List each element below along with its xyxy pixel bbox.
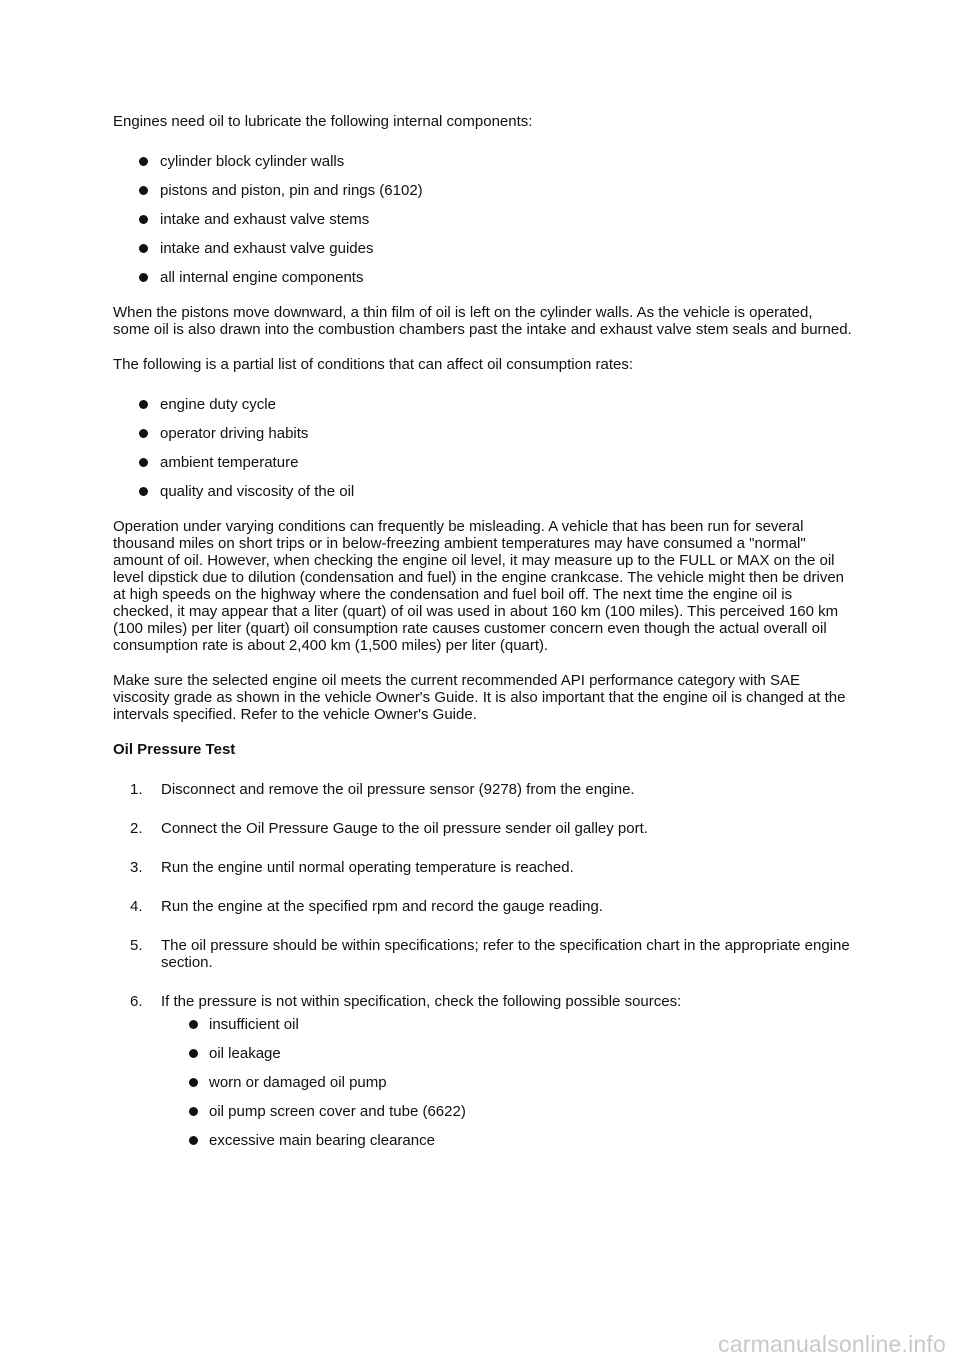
- list-item: excessive main bearing clearance: [188, 1132, 853, 1149]
- bullet-icon: [139, 400, 148, 409]
- section-heading: Oil Pressure Test: [113, 741, 236, 758]
- document-page: [113, 113, 853, 1171]
- bullet-icon: [189, 1078, 198, 1087]
- step-number: 6.: [130, 993, 143, 1010]
- step-text: If the pressure is not within specification, check the following possible sources:: [161, 993, 682, 1010]
- components-list: [113, 153, 853, 286]
- bullet-icon: [139, 273, 148, 282]
- list-item: intake and exhaust valve guides: [136, 240, 853, 257]
- step-item: [113, 820, 853, 837]
- step-number: 5.: [130, 937, 143, 954]
- bullet-icon: [139, 244, 148, 253]
- bullet-icon: [139, 157, 148, 166]
- watermark: carmanualsonline.info: [718, 1331, 946, 1357]
- step-text: Run the engine until normal operating temperature is reached.: [161, 859, 574, 876]
- list-item: ambient temperature: [136, 454, 853, 471]
- bullet-icon: [189, 1049, 198, 1058]
- operation-paragraph: Operation under varying conditions can frequently be misleading. A vehicle that has been run for several thousand miles on short trips or in below-freezing ambient temperatures may have consumed a "normal" amount of oil. However, when checking the engine oil level, it may measure up to the FULL or MAX on the oil level dipstick due to dilution (condensation and fuel) in the engine crankcase. The vehicle might then be driven at high speeds on the highway where the condensation and fuel boil off. The next time the engine oil is checked, it may appear that a liter (quart) of oil was used in about 160 km (100 miles). This perceived 160 km (100 miles) per liter (quart) oil consumption rate causes customer concern even though the actual overall oil consumption rate is about 2,400 km (1,500 miles) per liter (quart).: [113, 518, 845, 654]
- step-text: Disconnect and remove the oil pressure sensor (9278) from the engine.: [161, 781, 635, 798]
- bullet-icon: [139, 487, 148, 496]
- api-paragraph: Make sure the selected engine oil meets the current recommended API performance category with SAE viscosity grade as shown in the vehicle Owner's Guide. It is also important that the engine oil is changed at the intervals specified. Refer to the vehicle Owner's Guide.: [113, 672, 846, 723]
- list-item: engine duty cycle: [136, 396, 853, 413]
- step-number: 2.: [130, 820, 143, 837]
- list-item: operator driving habits: [136, 425, 853, 442]
- list-item: oil leakage: [188, 1045, 853, 1062]
- step-number: 4.: [130, 898, 143, 915]
- step-item: [113, 937, 853, 971]
- bullet-icon: [139, 186, 148, 195]
- conditions-list: [113, 396, 853, 500]
- bullet-icon: [139, 429, 148, 438]
- step-item: [113, 781, 853, 798]
- step-text: Run the engine at the specified rpm and record the gauge reading.: [161, 898, 603, 915]
- list-item: intake and exhaust valve stems: [136, 211, 853, 228]
- step-number: 1.: [130, 781, 143, 798]
- step-text: Connect the Oil Pressure Gauge to the oil pressure sender oil galley port.: [161, 820, 648, 837]
- step-item: [113, 993, 853, 1149]
- step-text: The oil pressure should be within specifications; refer to the specification chart in the appropriate engine section.: [161, 937, 850, 971]
- pistons-paragraph: When the pistons move downward, a thin film of oil is left on the cylinder walls. As the vehicle is operated, some oil is also drawn into the combustion chambers past the intake and exhaust valve stem seals and burned.: [113, 304, 852, 338]
- list-item: pistons and piston, pin and rings (6102): [136, 182, 853, 199]
- step-item: [113, 898, 853, 915]
- list-item: quality and viscosity of the oil: [136, 483, 853, 500]
- list-item: all internal engine components: [136, 269, 853, 286]
- bullet-icon: [139, 458, 148, 467]
- bullet-icon: [189, 1107, 198, 1116]
- step-number: 3.: [130, 859, 143, 876]
- list-item: worn or damaged oil pump: [188, 1074, 853, 1091]
- bullet-icon: [139, 215, 148, 224]
- list-item: oil pump screen cover and tube (6622): [188, 1103, 853, 1120]
- step-item: [113, 859, 853, 876]
- bullet-icon: [189, 1020, 198, 1029]
- conditions-intro: The following is a partial list of conditions that can affect oil consumption rates:: [113, 356, 633, 373]
- steps-list: [113, 781, 853, 1149]
- list-item: cylinder block cylinder walls: [136, 153, 853, 170]
- intro-text: Engines need oil to lubricate the following internal components:: [113, 113, 533, 130]
- bullet-icon: [189, 1136, 198, 1145]
- list-item: insufficient oil: [188, 1016, 853, 1033]
- sources-list: [161, 1016, 853, 1149]
